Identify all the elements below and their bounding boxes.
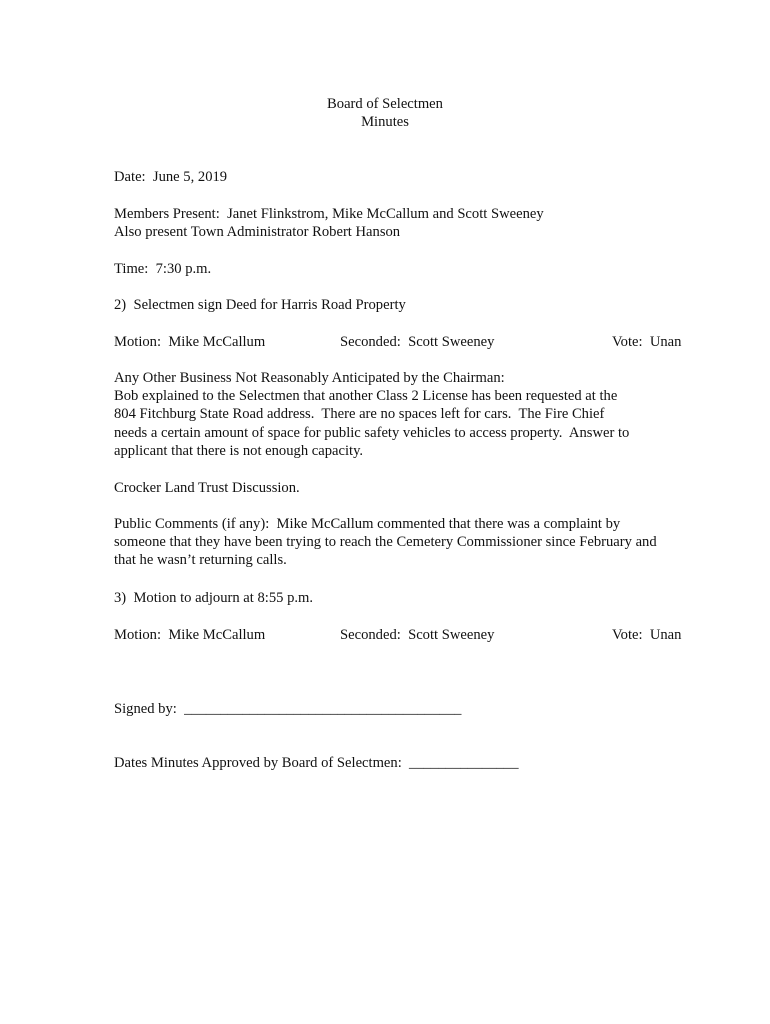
vote-result: Vote: Unan: [612, 334, 682, 350]
meeting-time: Time: 7:30 p.m.: [114, 261, 212, 277]
seconded-by: Seconded: Scott Sweeney: [340, 627, 495, 643]
vote-result: Vote: Unan: [612, 627, 682, 643]
paragraph-line: that he wasn’t returning calls.: [114, 552, 287, 569]
agenda-item-2-title: 2) Selectmen sign Deed for Harris Road Property: [114, 297, 406, 313]
document-subtitle: Minutes: [361, 114, 409, 130]
paragraph-line: needs a certain amount of space for public safety vehicles to access property. Answer to: [114, 424, 630, 441]
paragraph-line: Any Other Business Not Reasonably Anticipated by the Chairman:: [114, 370, 505, 386]
paragraph-line: 804 Fitchburg State Road address. There are no spaces left for cars. The Fire Chief: [114, 406, 605, 423]
meeting-date: Date: June 5, 2019: [114, 169, 228, 185]
members-present: Members Present: Janet Flinkstrom, Mike McCallum and Scott Sweeney: [114, 206, 544, 222]
other-business-paragraph: [114, 369, 694, 460]
agenda-item-3-title: 3) Motion to adjourn at 8:55 p.m.: [114, 590, 314, 606]
seconded-by: Seconded: Scott Sweeney: [340, 334, 495, 350]
paragraph-line: Bob explained to the Selectmen that another Class 2 License has been requested at the: [114, 388, 618, 405]
approval-date-line: Dates Minutes Approved by Board of Selectmen: _______________: [114, 755, 519, 771]
paragraph-line: someone that they have been trying to reach the Cemetery Commissioner since February and: [114, 534, 657, 551]
also-present: Also present Town Administrator Robert Hanson: [114, 224, 401, 240]
paragraph-line: Public Comments (if any): Mike McCallum commented that there was a complaint by: [114, 516, 621, 532]
public-comments-paragraph: [114, 515, 694, 570]
motion-by: Motion: Mike McCallum: [114, 627, 266, 643]
crocker-land-trust-discussion: Crocker Land Trust Discussion.: [114, 480, 300, 496]
paragraph-line: applicant that there is not enough capacity.: [114, 442, 364, 459]
signature-line: Signed by: ______________________________________: [114, 701, 462, 717]
document-title: Board of Selectmen: [327, 96, 443, 112]
motion-by: Motion: Mike McCallum: [114, 334, 266, 350]
